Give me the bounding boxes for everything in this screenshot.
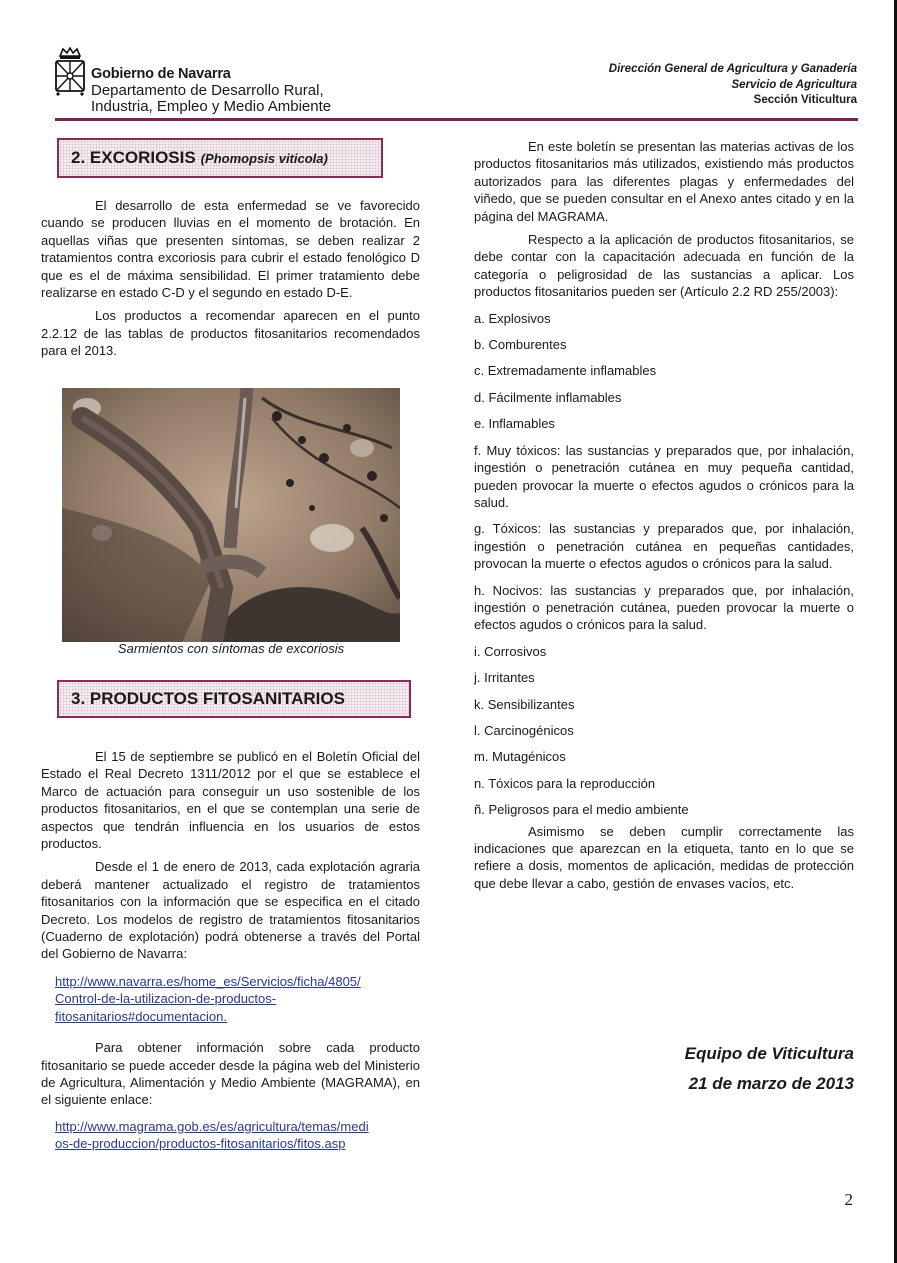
hazard-item: f. Muy tóxicos: las sustancias y preparados que, por inhalación, ingestión o penetración cutánea en muy pequeña cantidad, pueden provocar la muerte o efectos agudos o crónicos para la salud.	[474, 442, 854, 510]
header-divider	[55, 118, 858, 121]
section-title-text: 3. PRODUCTOS FITOSANITARIOS	[71, 689, 345, 708]
hazard-item: k. Sensibilizantes	[474, 696, 575, 712]
hazard-item: b. Comburentes	[474, 337, 567, 353]
hazard-item: m. Mutagénicos	[474, 749, 566, 765]
hazard-item: a. Explosivos	[474, 310, 551, 326]
header-service	[609, 62, 857, 109]
org-name: Gobierno de Navarra	[91, 66, 231, 82]
vine-shoot-photo	[62, 388, 400, 642]
paragraph: Los productos a recomendar aparecen en el punto 2.2.12 de las tablas de productos fitosanitarios recomendados para el 2013.	[41, 308, 420, 359]
paragraph: En este boletín se presentan las materias activas de los productos fitosanitarios más utilizados, existiendo más productos autorizados para las diferentes plagas y enfermedades del viñedo, que se pueden consultar en el Anexo antes citado y en la página del MAGRAMA.	[474, 139, 854, 224]
department-line-1: Departamento de Desarrollo Rural,	[91, 81, 324, 99]
navarra-portal-link[interactable]	[55, 973, 420, 1025]
page-number: 2	[844, 1190, 853, 1209]
paragraph: Desde el 1 de enero de 2013, cada explotación agraria deberá mantener actualizado el registro de tratamientos fitosanitarios con la información que se especifica en el citado Decreto. Los modelos de registro de tratamientos fitosanitarios (Cuaderno de explotación) podrá obtenerse a través del Portal del Gobierno de Navarra:	[41, 859, 420, 962]
magrama-link[interactable]	[55, 1118, 420, 1153]
navarra-coat-of-arms-icon	[52, 46, 88, 102]
paragraph: Respecto a la aplicación de productos fitosanitarios, se debe contar con la capacitación adecuada en función de la categoría o peligrosidad de las sustancias a aplicar. Los productos fitosanitarios pueden ser (Artículo 2.2 RD 255/2003):	[474, 232, 854, 300]
hazard-item: ñ. Peligrosos para el medio ambiente	[474, 802, 689, 818]
hazard-item: e. Inflamables	[474, 416, 555, 432]
paragraph: Asimismo se deben cumplir correctamente las indicaciones que aparezcan en la etiqueta, tanto en lo que se refiere a dosis, momentos de aplicación, medidas de protección que debe llevar a cabo, gestión de envases vacíos, etc.	[474, 823, 854, 891]
link-line[interactable]: os-de-produccion/productos-fitosanitarios/fitos.asp	[55, 1136, 346, 1152]
right-column-text	[474, 138, 854, 898]
paragraph: El desarrollo de esta enfermedad se ve favorecido cuando se producen lluvias en el momento de brotación. En aquellas viñas que presenten síntomas, se deben realizar 2 tratamientos contra excoriosis para cubrir el estado fenológico D que es el de máxima sensibilidad. El primer tratamiento debe realizarse en estado C-D y el segundo en estado D-E.	[41, 198, 420, 301]
hazard-item: i. Corrosivos	[474, 643, 547, 659]
excoriosis-photo-image	[62, 388, 400, 642]
link-line[interactable]: http://www.navarra.es/home_es/Servicios/ficha/4805/	[55, 973, 361, 989]
hazard-item: h. Nocivos: las sustancias y preparados que, por inhalación, ingestión o penetración cutánea, pueden provocar la muerte o efectos agudos o crónicos para la salud.	[474, 582, 854, 633]
hazard-item: l. Carcinogénicos	[474, 722, 574, 738]
section-title-excoriosis	[57, 138, 383, 178]
hazard-item: c. Extremadamente inflamables	[474, 363, 657, 379]
excoriosis-text	[41, 197, 420, 366]
scientific-name: (Phomopsis viticola)	[200, 150, 328, 166]
section: Sección Viticultura	[753, 94, 857, 106]
service: Servicio de Agricultura	[731, 78, 857, 91]
paragraph: Para obtener información sobre cada producto fitosanitario se puede acceder desde la página web del Ministerio de Agricultura, Alimentación y Medio Ambiente (MAGRAMA), en el siguiente enlace:	[41, 1040, 420, 1108]
productos-text	[41, 748, 420, 1153]
paragraph: El 15 de septiembre se publicó en el Boletín Oficial del Estado el Real Decreto 1311/2012 por el que se establece el Marco de actuación para conseguir un uso sostenible de los productos fitosanitarios, en el que se contemplan una serie de aspectos que tendrán influencia en los usuarios de estos productos.	[41, 749, 420, 852]
link-line[interactable]: http://www.magrama.gob.es/es/agricultura/temas/medi	[55, 1118, 369, 1134]
section-title-text: 2. EXCORIOSIS	[71, 148, 196, 167]
photo-caption: Sarmientos con síntomas de excoriosis	[117, 641, 345, 656]
directorate: Dirección General de Agricultura y Ganadería	[608, 63, 857, 75]
department-line-2: Industria, Empleo y Medio Ambiente	[91, 98, 332, 115]
signature-date: 21 de marzo de 2013	[688, 1074, 854, 1093]
link-line[interactable]: Control-de-la-utilizacion-de-productos-	[55, 991, 277, 1007]
signature-team: Equipo de Viticultura	[684, 1044, 854, 1063]
link-line[interactable]: fitosanitarios#documentacion.	[55, 1008, 227, 1024]
hazard-item: n. Tóxicos para la reproducción	[474, 775, 656, 791]
header-organization	[91, 66, 331, 116]
hazard-item: d. Fácilmente inflamables	[474, 389, 622, 405]
hazard-item: j. Irritantes	[474, 670, 535, 686]
section-title-productos	[57, 680, 411, 718]
hazard-item: g. Tóxicos: las sustancias y preparados que, por inhalación, ingestión o penetración cutánea en pequeñas cantidades, provocan la muerte o efectos agudos o crónicos para la salud.	[474, 521, 854, 572]
